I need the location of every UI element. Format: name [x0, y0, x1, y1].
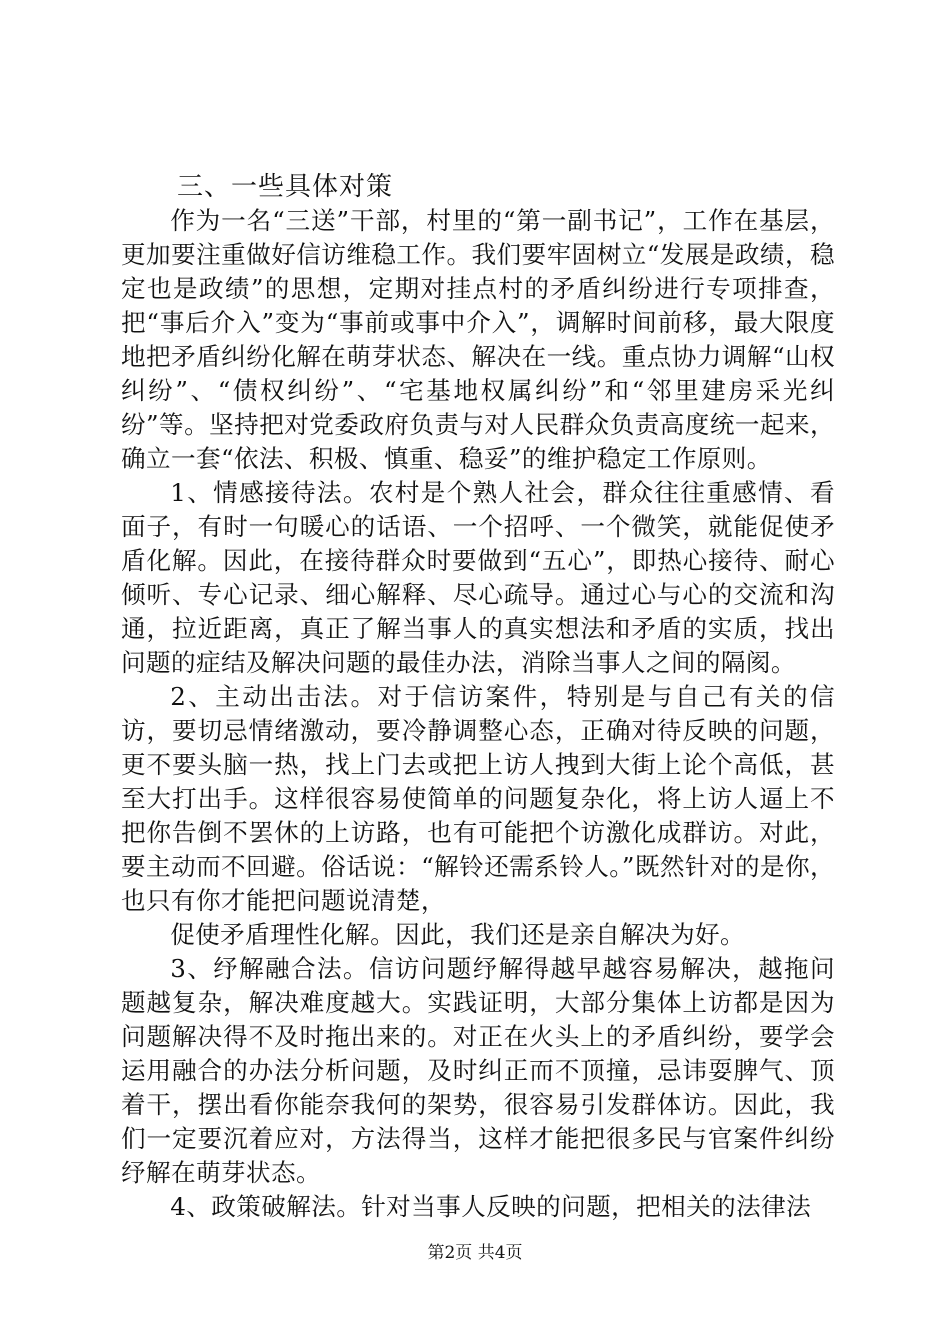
paragraph-intro: 作为一名“三送”干部，村里的“第一副书记”，工作在基层，更加要注重做好信访维稳工作。我们要牢固树立“发展是政绩，稳定也是政绩”的思想，定期对挂点村的矛盾纠纷进行专项排查，把“事后介入”变为“事前或事中介入”，调解时间前移，最大限度地把矛盾纠纷化解在萌芽状态、解决在一线。重点协力调解“山权纠纷”、“债权纠纷”、“宅基地权属纠纷”和“邻里建房采光纠纷”等。坚持把对党委政府负责与对人民群众负责高度统一起来，确立一套“依法、积极、慎重、稳妥”的维护稳定工作原则。: [121, 206, 835, 473]
paragraph-method-4: 4、政策破解法。针对当事人反映的问题，把相关的法律法: [170, 1192, 812, 1221]
page-number-footer: 第2页 共4页: [427, 1243, 523, 1263]
section-heading: 三、一些具体对策: [177, 172, 394, 202]
paragraph-method-3: 3、纾解融合法。信访问题纾解得越早越容易解决，越拖问题越复杂，解决难度越大。实践证明，大部分集体上访都是因为问题解决得不及时拖出来的。对正在火头上的矛盾纠纷，要学会运用融合的办法分析问题，及时纠正而不顶撞，忌讳耍脾气、顶着干，摆出看你能奈我何的架势，很容易引发群体访。因此，我们一定要沉着应对，方法得当，这样才能把很多民与官案件纠纷纾解在萌芽状态。: [121, 954, 835, 1187]
paragraph-method-2: 2、主动出击法。对于信访案件，特别是与自己有关的信访，要切忌情绪激动，要冷静调整心态，正确对待反映的问题，更不要头脑一热，找上门去或把上访人拽到大街上论个高低，甚至大打出手。这样很容易使简单的问题复杂化，将上访人逼上不把你告倒不罢休的上访路，也有可能把个访激化成群访。对此，要主动而不回避。俗话说：“解铃还需系铃人。”既然针对的是你，也只有你才能把问题说清楚，: [121, 682, 835, 915]
document-body: [121, 170, 835, 1224]
paragraph-method-2-continued: 促使矛盾理性化解。因此，我们还是亲自解决为好。: [170, 920, 746, 949]
paragraph-method-1: 1、情感接待法。农村是个熟人社会，群众往往重感情、看面子，有时一句暖心的话语、一个招呼、一个微笑，就能促使矛盾化解。因此，在接待群众时要做到“五心”，即热心接待、耐心倾听、专心记录、细心解释、尽心疏导。通过心与心的交流和沟通，拉近距离，真正了解当事人的真实想法和矛盾的实质，找出问题的症结及解决问题的最佳办法，消除当事人之间的隔阂。: [121, 478, 835, 677]
